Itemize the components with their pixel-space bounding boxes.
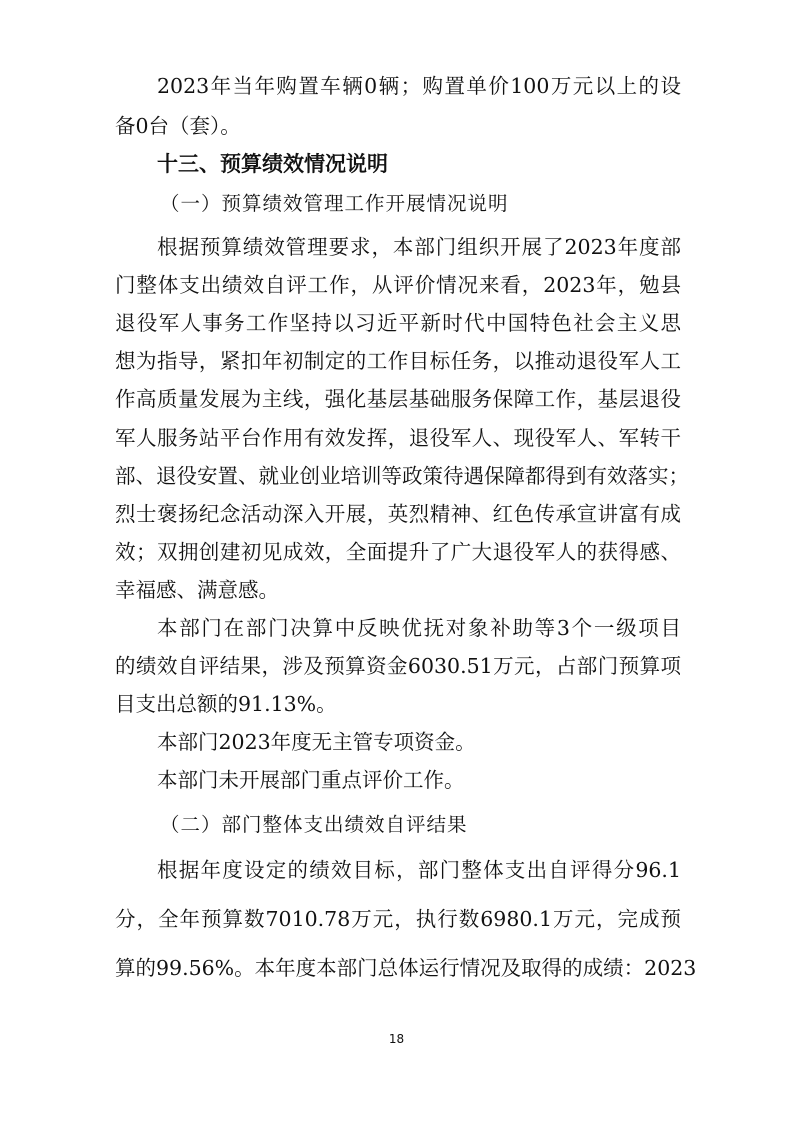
paragraph-line: 根据预算绩效管理要求，本部门组织开展了2023年度部	[157, 235, 681, 259]
paragraph-line: 2023年当年购置车辆0辆；购置单价100万元以上的设	[157, 74, 681, 98]
page-number: 18	[388, 1032, 405, 1046]
paragraph-line: 退役军人事务工作坚持以习近平新时代中国特色社会主义思	[115, 311, 681, 335]
subsection-heading: （一）预算绩效管理工作开展情况说明	[160, 192, 509, 215]
paragraph-line: 备0台（套）。	[115, 114, 241, 138]
paragraph-line: 目支出总额的91.13%。	[115, 692, 337, 716]
paragraph-line: 军人服务站平台作用有效发挥，退役军人、现役军人、军转干	[115, 426, 681, 450]
paragraph-line: 门整体支出绩效自评工作，从评价情况来看，2023年，勉县	[115, 273, 681, 297]
subsection-heading: （二）部门整体支出绩效自评结果	[160, 813, 468, 836]
section-heading: 十三、预算绩效情况说明	[157, 152, 388, 176]
paragraph-line: 本部门在部门决算中反映优抚对象补助等3个一级项目	[157, 616, 681, 640]
paragraph-line: 的绩效自评结果，涉及预算资金6030.51万元，占部门预算项	[115, 654, 681, 678]
paragraph-line: 效；双拥创建初见成效，全面提升了广大退役军人的获得感、	[115, 540, 681, 564]
paragraph-line: 烈士褒扬纪念活动深入开展，英烈精神、红色传承宣讲富有成	[115, 502, 681, 526]
paragraph-line: 分，全年预算数7010.78万元，执行数6980.1万元，完成预	[115, 907, 681, 931]
paragraph-line: 根据年度设定的绩效目标，部门整体支出自评得分96.1	[157, 858, 681, 882]
paragraph-line: 本部门未开展部门重点评价工作。	[157, 768, 465, 792]
paragraph-line: 幸福感、满意感。	[115, 578, 279, 602]
paragraph-line: 想为指导，紧扣年初制定的工作目标任务，以推动退役军人工	[115, 349, 681, 373]
paragraph-line: 算的99.56%。本年度本部门总体运行情况及取得的成绩：2023	[115, 956, 697, 980]
paragraph-line: 本部门2023年度无主管专项资金。	[157, 730, 476, 754]
paragraph-line: 部、退役安置、就业创业培训等政策待遇保障都得到有效落实；	[115, 464, 689, 488]
paragraph-line: 作高质量发展为主线，强化基层基础服务保障工作，基层退役	[115, 387, 681, 411]
